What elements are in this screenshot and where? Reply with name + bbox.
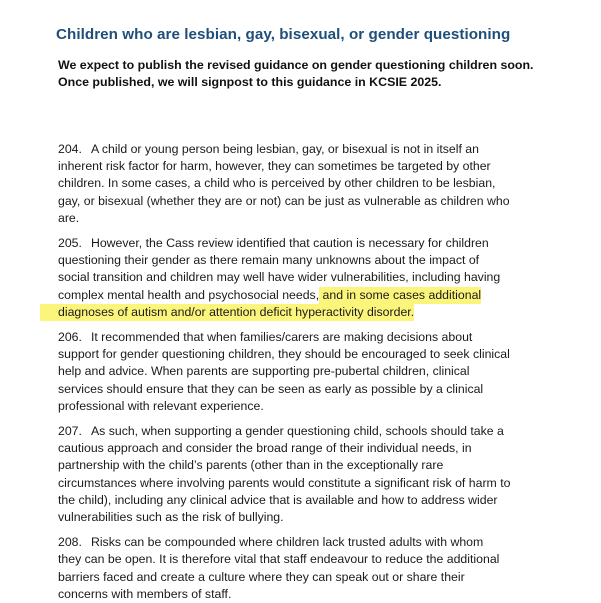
paragraph-line [58, 287, 581, 304]
paragraph-line: social transition and children may well have wider vulnerabilities, including having [58, 270, 501, 285]
notice-line: We expect to publish the revised guidance on gender questioning children soon. [58, 58, 534, 72]
paragraph-line [58, 329, 581, 346]
paragraph-text: It recommended that when families/carers are making decisions about [90, 330, 473, 345]
paragraph-number: 206. [58, 330, 82, 345]
paragraph-line: inherent risk factor for harm, however, they can sometimes be targeted by other [58, 159, 491, 174]
paragraph-line: children. In some cases, a child who is perceived by other children to be lesbian, [58, 176, 496, 191]
paragraph-line [58, 534, 581, 551]
paragraph-line [58, 141, 581, 158]
paragraph-line: cautious approach and consider the broad range of their individual needs, in [58, 441, 472, 456]
paragraph-line: barriers faced and create a culture where they can speak out or share their [58, 569, 465, 584]
notice-line: Once published, we will signpost to this guidance in KCSIE 2025. [58, 75, 442, 89]
paragraph-line: are. [58, 210, 80, 225]
highlighted-text: diagnoses of autism and/or attention deficit hyperactivity disorder. [40, 305, 414, 319]
paragraph-line: support for gender questioning children, they should be encouraged to seek clinical [58, 347, 510, 362]
paragraph-line [58, 423, 581, 440]
paragraph-number: 204. [58, 142, 82, 156]
paragraph-line [58, 304, 581, 321]
paragraph-line: they can be open. It is therefore vital that staff endeavour to reduce the additional [58, 552, 500, 567]
paragraph-number: 208. [58, 535, 82, 550]
paragraph-line: the child), including any clinical advice that is available and how to address wider [58, 492, 498, 507]
paragraph-number: 207. [58, 424, 82, 439]
paragraph-207 [58, 423, 581, 526]
paragraph-text: As such, when supporting a gender questioning child, schools should take a [90, 424, 504, 439]
paragraph-line: vulnerabilities such as the risk of bullying. [58, 510, 284, 525]
paragraph-text: However, the Cass review identified that caution is necessary for children [90, 236, 489, 251]
paragraph-208 [58, 534, 581, 603]
section-heading: Children who are lesbian, gay, bisexual, or gender questioning [56, 26, 511, 43]
paragraph-number: 205. [58, 236, 82, 251]
highlighted-text: and in some cases additional [319, 287, 482, 302]
paragraph-line: professional with relevant experience. [58, 398, 264, 413]
paragraph-206 [58, 329, 581, 415]
paragraph-line: help and advice. When parents are supporting pre-pubertal children, clinical [58, 364, 470, 379]
paragraph-line: partnership with the child’s parents (other than in the exceptionally rare [58, 458, 444, 473]
paragraph-204 [58, 141, 581, 227]
publication-notice [58, 57, 581, 91]
paragraph-line: gay, or bisexual (whether they are or not) can be just as vulnerable as children who [58, 193, 510, 208]
paragraph-line: concerns with members of staff. [58, 586, 232, 601]
paragraph-line: circumstances where involving parents would constitute a significant risk of harm to [58, 475, 511, 490]
paragraph-text: Risks can be compounded where children lack trusted adults with whom [90, 535, 484, 550]
paragraph-205 [58, 235, 581, 321]
paragraph-text: complex mental health and psychosocial needs, [58, 287, 320, 302]
paragraph-line: services should ensure that they can be seen as early as possible by a clinical [58, 381, 484, 396]
paragraph-text: A child or young person being lesbian, gay, or bisexual is not in itself an [90, 142, 479, 156]
paragraph-line: questioning their gender as there remain many unknowns about the impact of [58, 253, 480, 268]
paragraph-line [58, 235, 581, 252]
